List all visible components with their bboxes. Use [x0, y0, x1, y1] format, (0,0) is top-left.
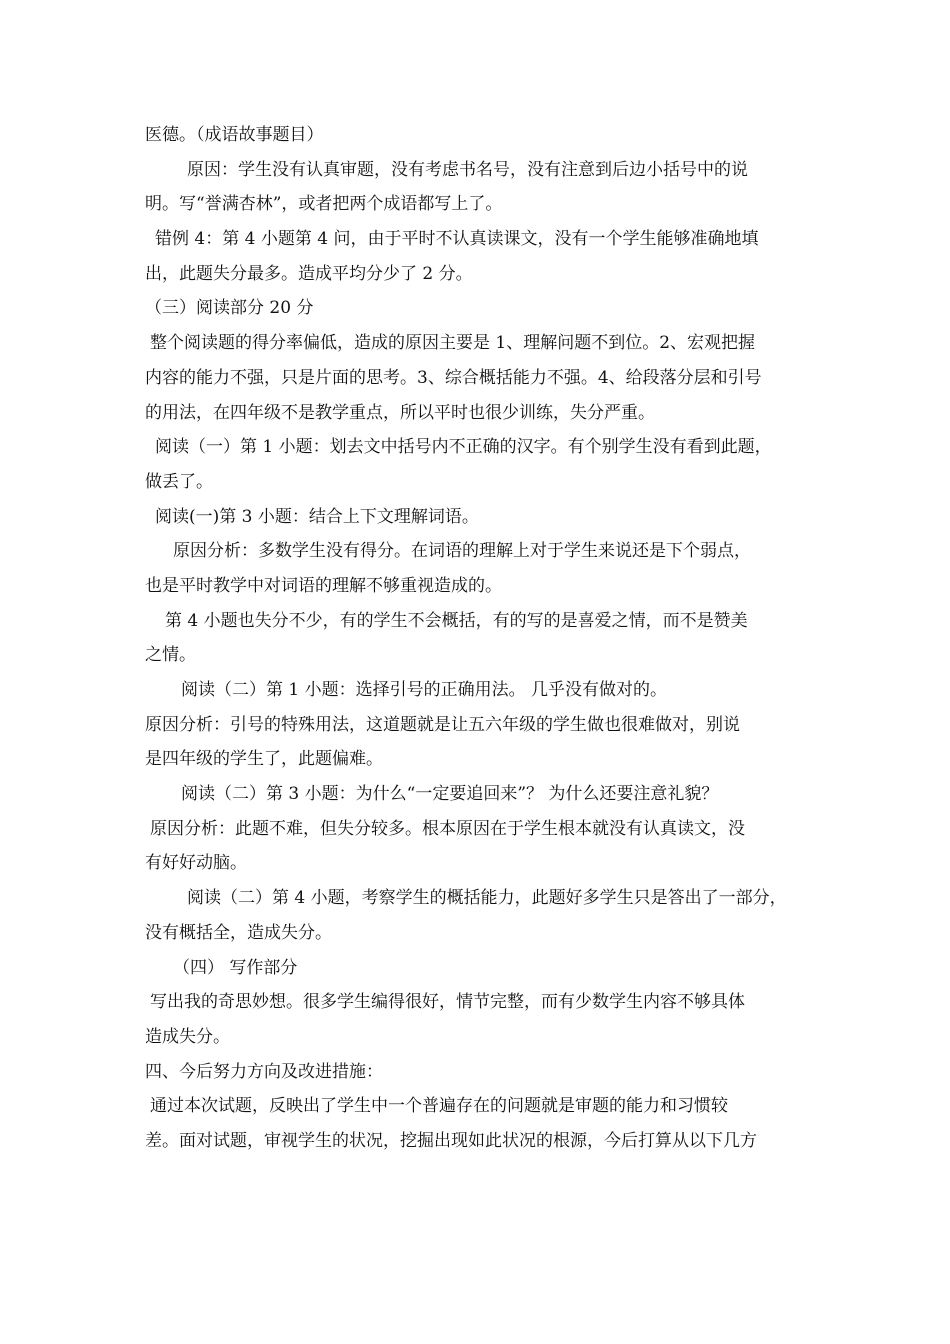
text-line: 有好好动脑。: [145, 853, 247, 874]
text-line: 没有概括全，造成失分。: [145, 922, 332, 943]
text-line: 第 4 小题也失分不少，有的学生不会概括，有的写的是喜爱之情，而不是赞美: [165, 610, 748, 631]
text-line: 内容的能力不强，只是片面的思考。3、综合概括能力不强。4、给段落分层和引号: [145, 367, 762, 388]
text-line: 原因分析：此题不难，但失分较多。根本原因在于学生根本就没有认真读文，没: [150, 818, 745, 839]
text-line: 阅读(一)第 3 小题：结合上下文理解词语。: [155, 506, 479, 527]
text-line: 阅读（二）第 1 小题：选择引号的正确用法。 几乎没有做对的。: [181, 680, 668, 700]
text-line: 阅读（二）第 4 小题，考察学生的概括能力，此题好多学生只是答出了一部分，: [187, 888, 787, 909]
text-line: 原因分析：多数学生没有得分。在词语的理解上对于学生来说还是下个弱点，: [173, 541, 751, 562]
text-line: 整个阅读题的得分率偏低，造成的原因主要是 1、理解问题不到位。2、宏观把握: [150, 333, 756, 354]
text-line: 做丢了。: [145, 471, 213, 492]
text-line: 也是平时教学中对词语的理解不够重视造成的。: [145, 575, 502, 596]
text-line: 出，此题失分最多。造成平均分少了 2 分。: [145, 263, 473, 284]
text-line: 原因分析：引号的特殊用法，这道题就是让五六年级的学生做也很难做对，别说: [145, 714, 740, 735]
text-line: 阅读（一）第 1 小题：划去文中括号内不正确的汉字。有个别学生没有看到此题，: [155, 437, 772, 458]
text-line: 是四年级的学生了，此题偏难。: [145, 749, 383, 770]
text-line: 差。面对试题，审视学生的状况，挖掘出现如此状况的根源，今后打算从以下几方: [145, 1130, 757, 1151]
text-line: 医德。（成语故事题目）: [145, 125, 324, 145]
text-line: 写出我的奇思妙想。很多学生编得很好，情节完整，而有少数学生内容不够具体: [150, 992, 745, 1013]
section-heading: 四、今后努力方向及改进措施：: [145, 1061, 383, 1082]
text-line: 明。写“誉满杏林”，或者把两个成语都写上了。: [145, 194, 503, 215]
section-heading: （四） 写作部分: [173, 957, 298, 978]
text-line: 通过本次试题，反映出了学生中一个普遍存在的问题就是审题的能力和习惯较: [150, 1096, 728, 1117]
text-line: 原因：学生没有认真审题，没有考虑书名号，没有注意到后边小括号中的说: [187, 159, 748, 180]
section-heading: （三）阅读部分 20 分: [145, 298, 314, 319]
text-line: 阅读（二）第 3 小题：为什么“一定要追回来”？ 为什么还要注意礼貌？: [181, 784, 719, 805]
text-line: 造成失分。: [145, 1026, 230, 1047]
text-line: 的用法，在四年级不是教学重点，所以平时也很少训练，失分严重。: [145, 402, 655, 423]
text-line: 错例 4：第 4 小题第 4 问，由于平时不认真读课文，没有一个学生能够准确地填: [155, 229, 759, 250]
text-line: 之情。: [145, 645, 196, 666]
document-page: [145, 118, 815, 1159]
